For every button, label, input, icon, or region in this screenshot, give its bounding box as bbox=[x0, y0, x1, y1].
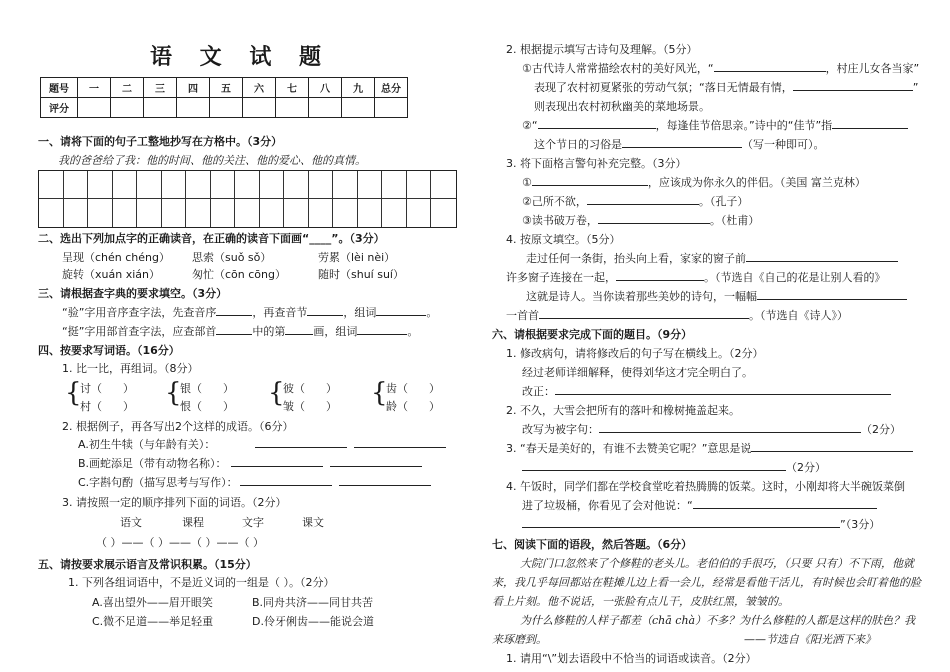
text: 中的第 bbox=[252, 325, 286, 338]
text: 。（节选自《诗人》） bbox=[749, 309, 848, 322]
text: （写一种即可）。 bbox=[742, 138, 825, 151]
s4-question-2: 2. 根据例子，再各写出2个这样的成语。（6分） bbox=[62, 420, 294, 433]
s6-faulty-sentence: 经过老师详细解释，使得刘华这才完全明白了。 bbox=[522, 366, 753, 379]
passage-fill-4 bbox=[506, 309, 848, 323]
text: 恨（ bbox=[180, 400, 202, 413]
text: ） bbox=[122, 400, 134, 413]
score-header-cell: 六 bbox=[243, 78, 276, 98]
text: ① bbox=[522, 176, 532, 189]
order-word: 语文 bbox=[120, 516, 142, 529]
score-cell[interactable] bbox=[276, 98, 309, 118]
score-header-cell: 九 bbox=[342, 78, 375, 98]
s6-question-4: 4. 午饭时，同学们都在学校食堂吃着热腾腾的饭菜。这时，小刚却将大半碗饭菜倒 bbox=[506, 480, 905, 493]
answer-blank[interactable] bbox=[616, 280, 704, 281]
section-3-title: 三、请根据查字典的要求填空。（3分） bbox=[38, 287, 228, 300]
word-pair bbox=[180, 400, 234, 414]
text: 。 bbox=[407, 325, 419, 338]
score-header-row bbox=[41, 78, 408, 98]
poem-line-4 bbox=[522, 119, 908, 133]
reading-passage-line: 来，我几乎每回都站在鞋摊儿边上看一会儿，经常是看他干活儿，有时候也会盯着他的脸 bbox=[492, 576, 921, 589]
answer-blank[interactable] bbox=[339, 485, 431, 486]
answer-blank[interactable] bbox=[714, 71, 826, 72]
answer-blank[interactable] bbox=[539, 318, 749, 319]
pinyin-option[interactable]: 呈现（chén chéng） bbox=[62, 251, 170, 264]
text: ②“ bbox=[522, 119, 538, 132]
text: ，每逢佳节倍思亲。”诗中的“佳节”指 bbox=[655, 119, 833, 132]
idiom-line-c bbox=[78, 476, 431, 490]
reading-passage-line: 大院门口忽然来了个修鞋的老头儿。老伯伯的手很巧，（只要 只有）不下雨，他就 bbox=[520, 557, 914, 570]
answer-blank[interactable] bbox=[693, 508, 877, 509]
section-1-sentence: 我的爸爸给了我：他的时间、他的关注、他的爱心、他的真情。 bbox=[58, 154, 366, 167]
answer-blank[interactable] bbox=[376, 315, 426, 316]
brace-icon: { bbox=[165, 378, 182, 408]
text: ） bbox=[222, 400, 234, 413]
score-table bbox=[40, 77, 408, 118]
text: ”（3分） bbox=[840, 518, 881, 531]
text: B.画蛇添足（带有动物名称）： bbox=[78, 457, 227, 470]
maxim-line-3 bbox=[522, 214, 759, 228]
score-row-label: 评分 bbox=[41, 98, 78, 118]
answer-blank[interactable] bbox=[751, 451, 913, 452]
s4-question-3: 3. 请按照一定的顺序排列下面的词语。（2分） bbox=[62, 496, 287, 509]
pinyin-option[interactable]: 思索（suǒ sǒ） bbox=[192, 251, 272, 264]
score-header-cell: 三 bbox=[144, 78, 177, 98]
text: 3. “春天是美好的，有谁不去赞美它呢？”意思是说 bbox=[506, 442, 752, 455]
text: 。（孔子） bbox=[698, 195, 749, 208]
score-cell[interactable] bbox=[78, 98, 111, 118]
r-question-2-title: 2. 根据提示填写古诗句及理解。（5分） bbox=[506, 43, 698, 56]
text: 银（ bbox=[180, 382, 202, 395]
poem-line-5 bbox=[534, 138, 825, 152]
text: 讨（ bbox=[80, 382, 102, 395]
text: C.字斟句酌（描写思考与写作）： bbox=[78, 476, 238, 489]
text: ） bbox=[122, 382, 134, 395]
text: 改写为被字句： bbox=[522, 423, 599, 436]
poem-line-1 bbox=[522, 62, 919, 76]
score-header-cell: 一 bbox=[78, 78, 111, 98]
word-pair bbox=[386, 400, 440, 414]
score-cell[interactable] bbox=[375, 98, 408, 118]
word-pair bbox=[80, 400, 134, 414]
score-cell[interactable] bbox=[342, 98, 375, 118]
answer-blank[interactable] bbox=[832, 128, 908, 129]
word-pair bbox=[283, 400, 337, 414]
text: ②己所不欲， bbox=[522, 195, 587, 208]
poem-line-3: 则表现出农村初秋幽美的菜地场景。 bbox=[534, 100, 710, 113]
s6-question-3-cont bbox=[522, 461, 826, 475]
s4-question-1: 1. 比一比，再组词。（8分） bbox=[62, 362, 199, 375]
passage-fill-3 bbox=[526, 290, 907, 304]
pinyin-option[interactable]: 随时（shuí suí） bbox=[318, 268, 404, 281]
reading-passage-line: 为什么修鞋的人样子都差（chā chà）不多？为什么修鞋的人都是这样的肤色？我 bbox=[520, 614, 916, 627]
text: 。（节选自《自己的花是让别人看的》 bbox=[704, 271, 886, 284]
idiom-line-b bbox=[78, 457, 422, 471]
choice-a[interactable]: A.喜出望外——眉开眼笑 bbox=[92, 596, 213, 609]
text: ，再查音节 bbox=[252, 306, 308, 319]
score-value-row bbox=[41, 98, 408, 118]
poem-line-2 bbox=[534, 81, 918, 95]
text: 村（ bbox=[80, 400, 102, 413]
text: ） bbox=[428, 382, 440, 395]
s6-question-4-cont bbox=[522, 499, 877, 513]
answer-blank[interactable] bbox=[746, 261, 898, 262]
score-cell[interactable] bbox=[111, 98, 144, 118]
order-word: 文字 bbox=[242, 516, 264, 529]
answer-blank[interactable] bbox=[330, 466, 422, 467]
idiom-line-a bbox=[78, 438, 446, 452]
r-question-4-title: 4. 按原文填空。（5分） bbox=[506, 233, 621, 246]
s6-correction-line bbox=[522, 385, 891, 399]
order-word: 课程 bbox=[182, 516, 204, 529]
text: “挺”字用部首查字法，应查部首 bbox=[62, 325, 217, 338]
s5-question-1: 1. 下列各组词语中，不是近义词的一组是（ ）。（2分） bbox=[68, 576, 335, 589]
text: ” bbox=[912, 81, 919, 94]
passage-source: ——节选自《阳光洒下来》 bbox=[744, 633, 876, 646]
answer-blank[interactable] bbox=[285, 334, 313, 335]
answer-blank[interactable] bbox=[522, 470, 786, 471]
choice-d[interactable]: D.伶牙俐齿——能说会道 bbox=[252, 615, 374, 628]
answer-blank[interactable] bbox=[598, 223, 710, 224]
answer-blank[interactable] bbox=[240, 485, 332, 486]
section-4-title: 四、按要求写词语。（16分） bbox=[38, 344, 180, 357]
choice-c[interactable]: C.微不足道——举足轻重 bbox=[92, 615, 214, 628]
word-pair bbox=[283, 382, 337, 396]
text: ，村庄儿女各当家” bbox=[825, 62, 920, 75]
score-header-cell: 题号 bbox=[41, 78, 78, 98]
text: 。（杜甫） bbox=[709, 214, 760, 227]
text: 皱（ bbox=[283, 400, 305, 413]
text: 改正： bbox=[522, 385, 555, 398]
answer-blank[interactable] bbox=[555, 394, 891, 395]
dictionary-line-1 bbox=[62, 306, 437, 320]
score-cell[interactable] bbox=[144, 98, 177, 118]
score-cell[interactable] bbox=[177, 98, 210, 118]
dictionary-line-2 bbox=[62, 325, 418, 339]
order-answer-chain[interactable]: （ ）——（ ）——（ ）——（ ） bbox=[96, 536, 264, 549]
r-question-3-title: 3. 将下面格言警句补充完整。（3分） bbox=[506, 157, 687, 170]
text: 这个节日的习俗是 bbox=[534, 138, 622, 151]
s6-question-3 bbox=[506, 442, 913, 456]
passage-fill-2 bbox=[506, 271, 886, 285]
answer-blank[interactable] bbox=[587, 204, 699, 205]
brace-icon: { bbox=[268, 378, 285, 408]
text: 一首首 bbox=[506, 309, 539, 322]
text: A.初生牛犊（与年龄有关）： bbox=[78, 438, 216, 451]
reading-passage-line: 看上片刻。他不说话，一张脸有点儿干，皮肤红黑，皱皱的。 bbox=[492, 595, 789, 608]
maxim-line-2 bbox=[522, 195, 748, 209]
brace-icon: { bbox=[371, 378, 388, 408]
text: 走过任何一条街，抬头向上看，家家的窗子前 bbox=[526, 252, 746, 265]
answer-blank[interactable] bbox=[522, 527, 840, 528]
word-pair bbox=[80, 382, 134, 396]
score-header-cell: 五 bbox=[210, 78, 243, 98]
answer-blank[interactable] bbox=[532, 185, 648, 186]
word-pair bbox=[386, 382, 440, 396]
score-cell[interactable] bbox=[243, 98, 276, 118]
text: 齿（ bbox=[386, 382, 408, 395]
text: ③读书破万卷， bbox=[522, 214, 598, 227]
section-6-title: 六、请根据要求完成下面的题目。（9分） bbox=[492, 328, 693, 341]
text: “验”字用音序查字法，先查音序 bbox=[62, 306, 217, 319]
text: 彼（ bbox=[283, 382, 305, 395]
answer-blank[interactable] bbox=[538, 128, 656, 129]
text: （2分） bbox=[786, 461, 826, 474]
text: （2分） bbox=[861, 423, 901, 436]
passage-fill-1 bbox=[526, 252, 898, 266]
pinyin-option[interactable]: 劳累（lèi nèi） bbox=[318, 251, 396, 264]
score-header-cell: 四 bbox=[177, 78, 210, 98]
reading-passage-line: 来琢磨到。 bbox=[492, 633, 547, 646]
answer-blank[interactable] bbox=[757, 299, 907, 300]
brace-icon: { bbox=[65, 378, 82, 408]
page-title: 语 文 试 题 bbox=[150, 45, 331, 70]
text: 许多窗子连接在一起， bbox=[506, 271, 616, 284]
pinyin-option[interactable]: 旋转（xuán xián） bbox=[62, 268, 160, 281]
answer-blank[interactable] bbox=[216, 315, 252, 316]
word-pair bbox=[180, 382, 234, 396]
s6-question-1: 1. 修改病句，请将修改后的句子写在横线上。（2分） bbox=[506, 347, 764, 360]
text: ①古代诗人常常描绘农村的美好风光，“ bbox=[522, 62, 714, 75]
text: 表现了农村初夏紧张的劳动气氛；“落日无情最有情， bbox=[534, 81, 793, 94]
text: ，应该成为你永久的伴侣。（美国 富兰克林） bbox=[647, 176, 866, 189]
score-header-cell: 八 bbox=[309, 78, 342, 98]
answer-blank[interactable] bbox=[231, 466, 323, 467]
section-7-title: 七、阅读下面的语段，然后答题。（6分） bbox=[492, 538, 693, 551]
score-cell[interactable] bbox=[309, 98, 342, 118]
text: 画，组词 bbox=[313, 325, 358, 338]
text: ） bbox=[325, 382, 337, 395]
answer-blank[interactable] bbox=[255, 447, 347, 448]
answer-blank[interactable] bbox=[793, 90, 913, 91]
order-word: 课文 bbox=[302, 516, 324, 529]
pinyin-option[interactable]: 匆忙（cōn cōng） bbox=[192, 268, 286, 281]
answer-blank[interactable] bbox=[307, 315, 343, 316]
text: ，组词 bbox=[343, 306, 377, 319]
s6-passive-line bbox=[522, 423, 901, 437]
section-2-title: 二、选出下列加点字的正确读音，在正确的读音下面画“____”。（3分） bbox=[38, 232, 385, 245]
text: ） bbox=[222, 382, 234, 395]
text: ） bbox=[325, 400, 337, 413]
answer-blank[interactable] bbox=[354, 447, 446, 448]
text: 。 bbox=[426, 306, 438, 319]
score-header-cell: 七 bbox=[276, 78, 309, 98]
section-1-title: 一、请将下面的句子工整地抄写在方格中。（3分） bbox=[38, 135, 283, 148]
text: 龄（ bbox=[386, 400, 408, 413]
answer-blank[interactable] bbox=[216, 334, 252, 335]
text: 进了垃圾桶，你看见了会对他说：“ bbox=[522, 499, 693, 512]
score-header-cell: 二 bbox=[111, 78, 144, 98]
writing-grid[interactable] bbox=[38, 170, 457, 228]
s6-question-4-end bbox=[522, 518, 880, 532]
text: ） bbox=[428, 400, 440, 413]
text: 这就是诗人。当你读着那些美妙的诗句，一幅幅 bbox=[526, 290, 757, 303]
answer-blank[interactable] bbox=[622, 147, 742, 148]
s6-question-2: 2. 不久，大雪会把所有的落叶和橡树掩盖起来。 bbox=[506, 404, 740, 417]
score-header-cell: 总分 bbox=[375, 78, 408, 98]
choice-b[interactable]: B.同舟共济——同甘共苦 bbox=[252, 596, 374, 609]
maxim-line-1 bbox=[522, 176, 866, 190]
answer-blank[interactable] bbox=[357, 334, 407, 335]
section-5-title: 五、请按要求展示语言及常识积累。（15分） bbox=[38, 558, 257, 571]
score-cell[interactable] bbox=[210, 98, 243, 118]
answer-blank[interactable] bbox=[599, 432, 861, 433]
s7-question-1: 1. 请用“\”划去语段中不恰当的词语或读音。（2分） bbox=[506, 652, 757, 665]
